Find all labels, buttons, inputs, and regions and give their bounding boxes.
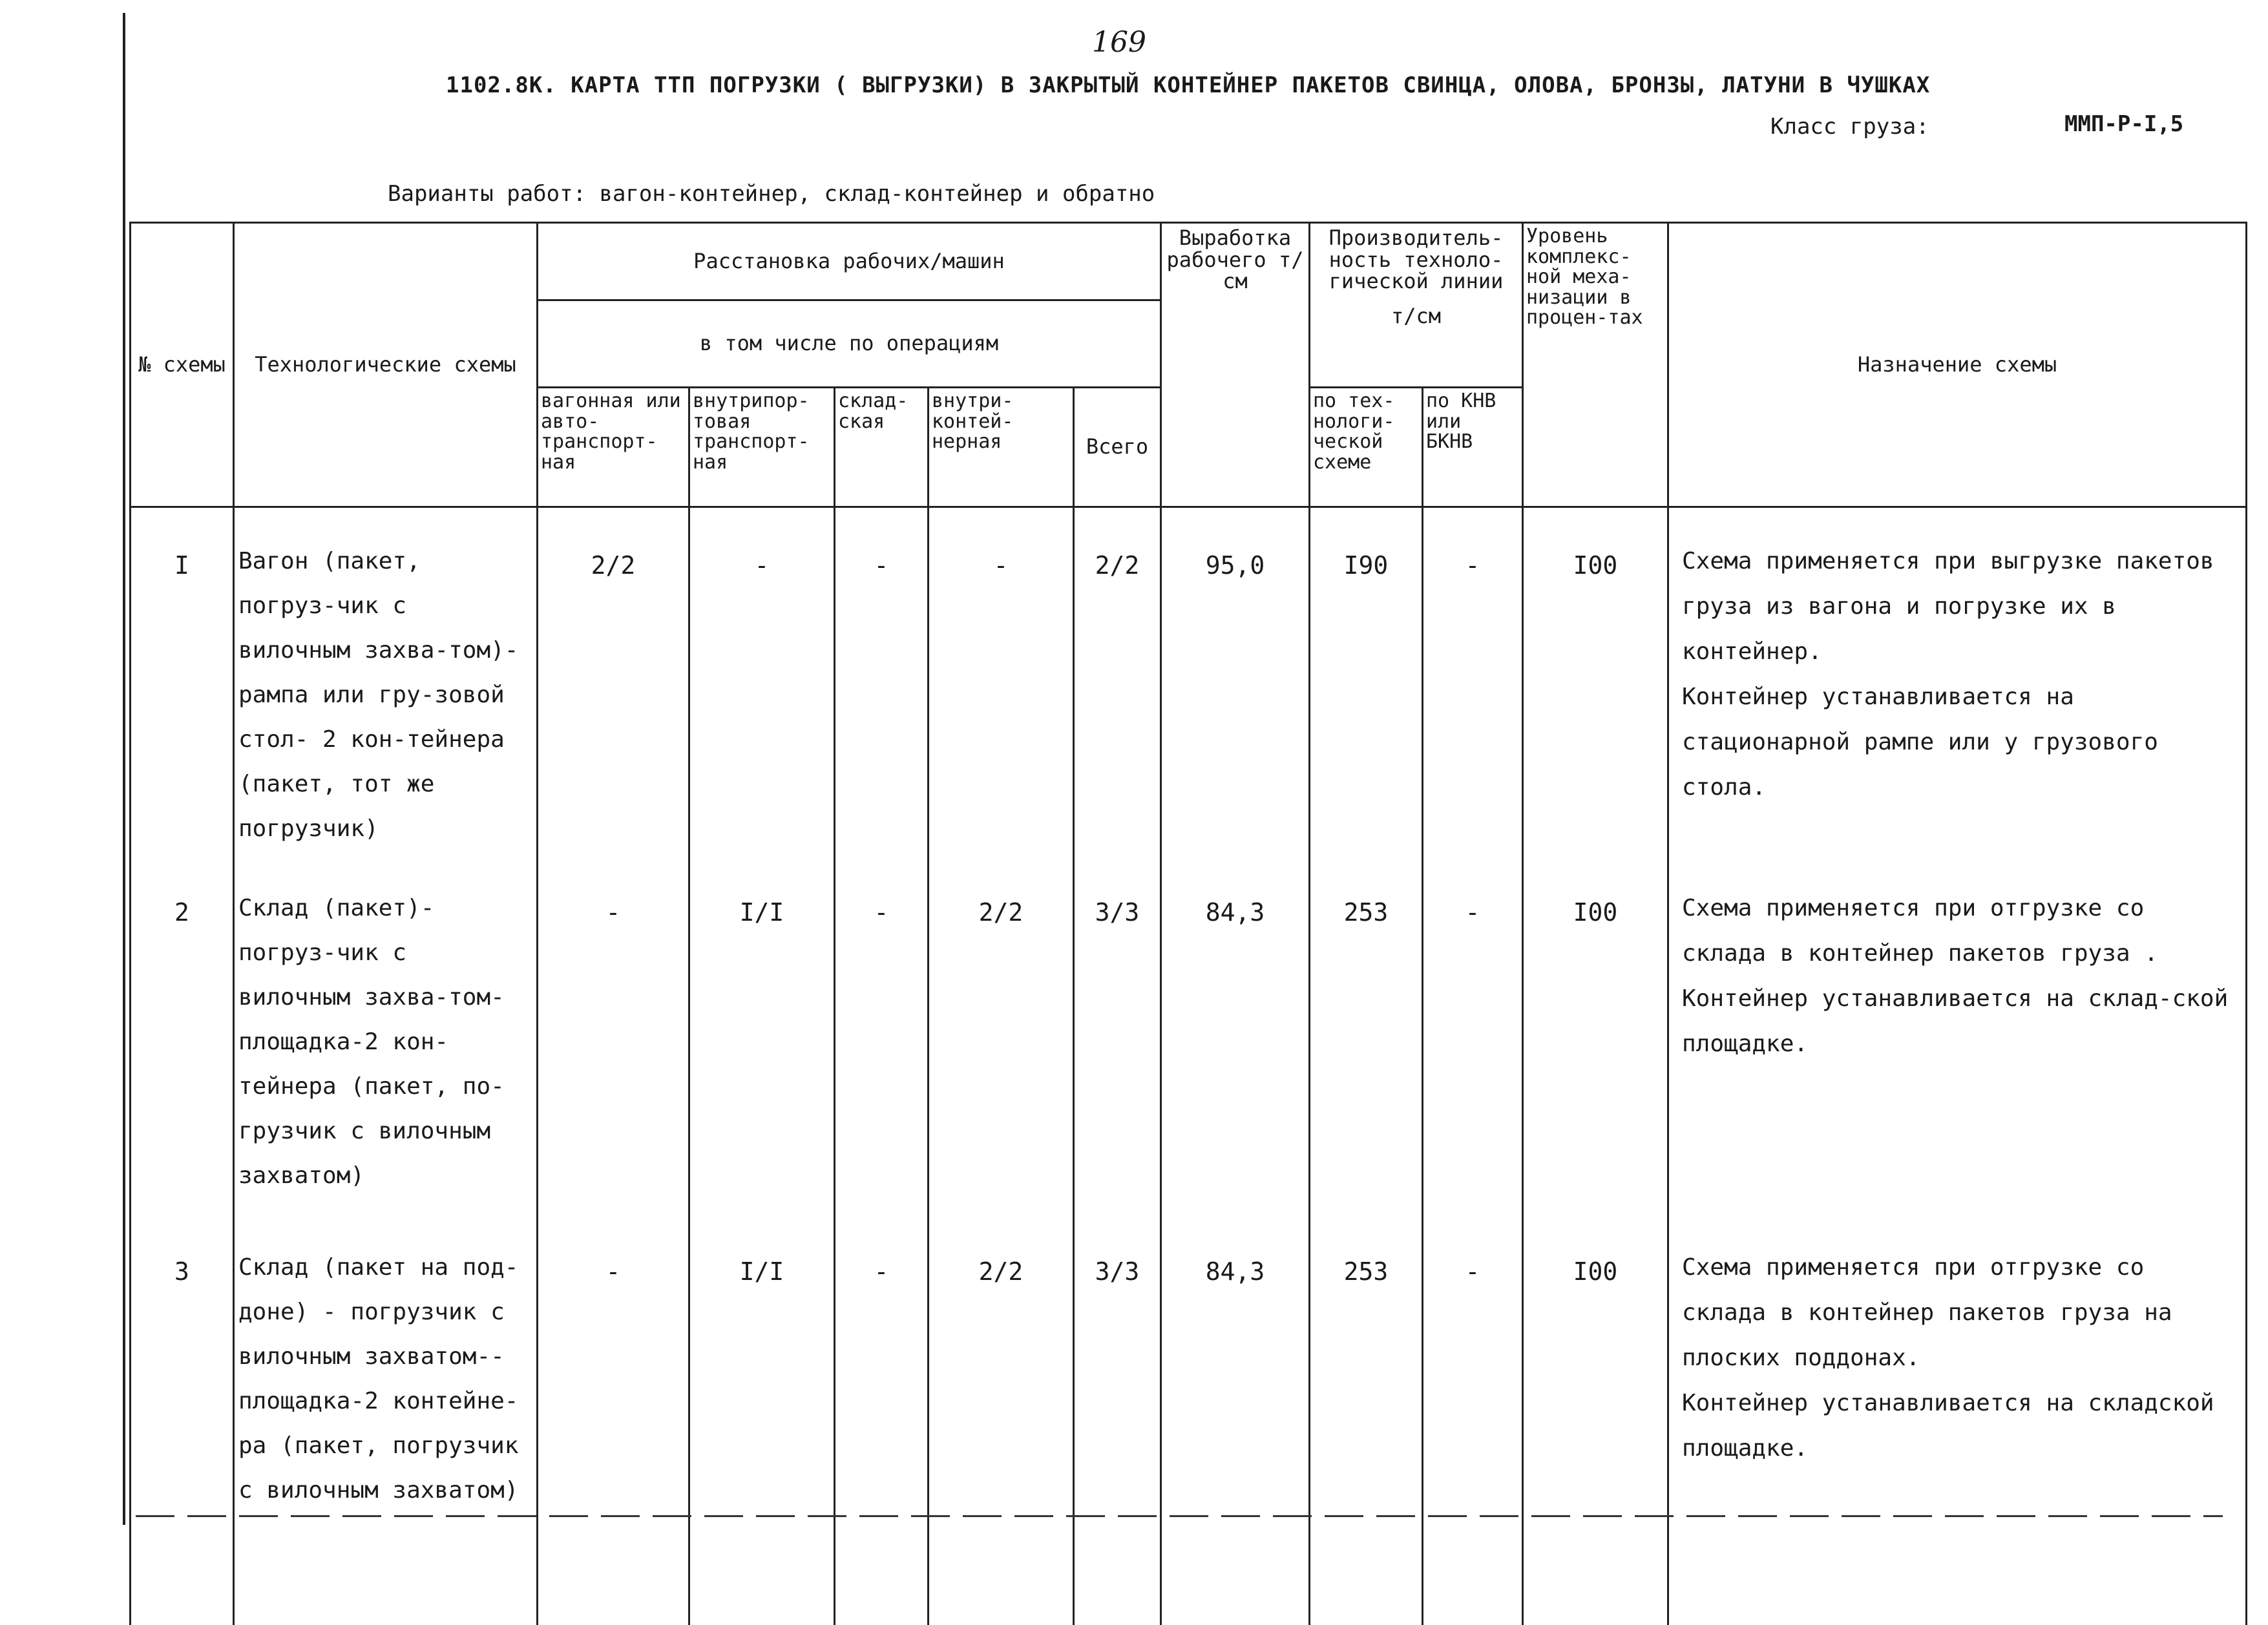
row-total: 3/3: [1074, 855, 1161, 1214]
table-row: [131, 1214, 2247, 1625]
header-productivity-unit: т/см: [1391, 303, 1442, 328]
row-warehouse: -: [835, 855, 929, 1214]
row-total: 2/2: [1074, 507, 1161, 855]
row-intraport: I/I: [689, 1214, 835, 1625]
document-title: 1102.8К. КАРТА ТТП ПОГРУЗКИ ( ВЫГРУЗКИ) В ЗАКРЫТЫЙ КОНТЕЙНЕР ПАКЕТОВ СВИНЦА, ОЛОВА, БРОНЗЫ, ЛАТУНИ В ЧУШКАХ: [446, 72, 1931, 98]
row-purpose: Схема применяется при отгрузке со склада в контейнер пакетов груза . Контейнер устанавливается на склад-ской площадке.: [1668, 855, 2247, 1214]
left-margin-line: [123, 13, 125, 1525]
row-intracontainer: 2/2: [929, 1214, 1074, 1625]
header-op-wagon: вагонная или авто-транспорт-ная: [538, 388, 689, 507]
row-prod-kns: -: [1423, 1214, 1523, 1625]
header-prod-by-kns: по КНВ или БКНВ: [1423, 388, 1523, 507]
row-prod-scheme: 253: [1310, 1214, 1423, 1625]
row-warehouse: -: [835, 507, 929, 855]
row-wagon: -: [538, 1214, 689, 1625]
header-productivity: [1310, 223, 1523, 388]
row-output: 84,3: [1161, 1214, 1310, 1625]
row-number: 2: [131, 855, 234, 1214]
bottom-border-line: [136, 1515, 2223, 1517]
row-scheme: Вагон (пакет, погруз-чик с вилочным захва-том)-рампа или гру-зовой стол- 2 кон-тейнера (пакет, тот же погрузчик): [234, 507, 538, 855]
row-prod-scheme: 253: [1310, 855, 1423, 1214]
header-productivity-title: Производитель-ность техноло-гической линии: [1328, 225, 1504, 294]
row-total: 3/3: [1074, 1214, 1161, 1625]
header-op-total: Всего: [1074, 388, 1161, 507]
row-warehouse: -: [835, 1214, 929, 1625]
row-wagon: -: [538, 855, 689, 1214]
row-output: 95,0: [1161, 507, 1310, 855]
header-op-intraport: внутрипор-товая транспорт-ная: [689, 388, 835, 507]
row-output: 84,3: [1161, 855, 1310, 1214]
header-mechanization: Уровень комплекс-ной меха-низации в процен-тах: [1523, 223, 1668, 507]
row-mechanization: I00: [1523, 507, 1668, 855]
row-intracontainer: -: [929, 507, 1074, 855]
header-tech-schemes: Технологические схемы: [234, 223, 538, 507]
header-op-warehouse: склад-ская: [835, 388, 929, 507]
header-by-operations: в том числе по операциям: [538, 300, 1161, 388]
row-scheme: Склад (пакет на под-доне) - погрузчик с вилочным захватом--площадка-2 контейне-ра (пакет, погрузчик с вилочным захватом): [234, 1214, 538, 1625]
cargo-class-label: Класс груза:: [1770, 114, 1929, 140]
row-purpose: Схема применяется при выгрузке пакетов груза из вагона и погрузке их в контейнер. Контейнер устанавливается на стационарной рампе или у грузового стола.: [1668, 507, 2247, 855]
table-row: [131, 855, 2247, 1214]
header-output: Выработка рабочего т/см: [1161, 223, 1310, 507]
row-wagon: 2/2: [538, 507, 689, 855]
row-purpose: Схема применяется при отгрузке со склада в контейнер пакетов груза на плоских поддонах. Контейнер устанавливается на складской площадке.: [1668, 1214, 2247, 1625]
row-intraport: -: [689, 507, 835, 855]
row-number: I: [131, 507, 234, 855]
header-scheme-no: № схемы: [131, 223, 234, 507]
header-purpose: Назначение схемы: [1668, 223, 2247, 507]
header-prod-by-scheme: по тех-нологи-ческой схеме: [1310, 388, 1423, 507]
row-prod-kns: -: [1423, 507, 1523, 855]
work-variants: Варианты работ: вагон-контейнер, склад-контейнер и обратно: [388, 181, 1155, 207]
row-intracontainer: 2/2: [929, 855, 1074, 1214]
row-mechanization: I00: [1523, 1214, 1668, 1625]
row-mechanization: I00: [1523, 855, 1668, 1214]
row-prod-kns: -: [1423, 855, 1523, 1214]
row-number: 3: [131, 1214, 234, 1625]
header-placement: Расстановка рабочих/машин: [538, 223, 1161, 300]
cargo-class-value: ММП-Р-I,5: [2064, 111, 2184, 137]
page-number: 169: [1092, 26, 1146, 59]
row-scheme: Склад (пакет)-погруз-чик с вилочным захва-том-площадка-2 кон-тейнера (пакет, по-грузчик с вилочным захватом): [234, 855, 538, 1214]
ttp-table: [129, 222, 2247, 1625]
header-op-intracontainer: внутри-контей-нерная: [929, 388, 1074, 507]
row-intraport: I/I: [689, 855, 835, 1214]
table-row: [131, 507, 2247, 855]
row-prod-scheme: I90: [1310, 507, 1423, 855]
